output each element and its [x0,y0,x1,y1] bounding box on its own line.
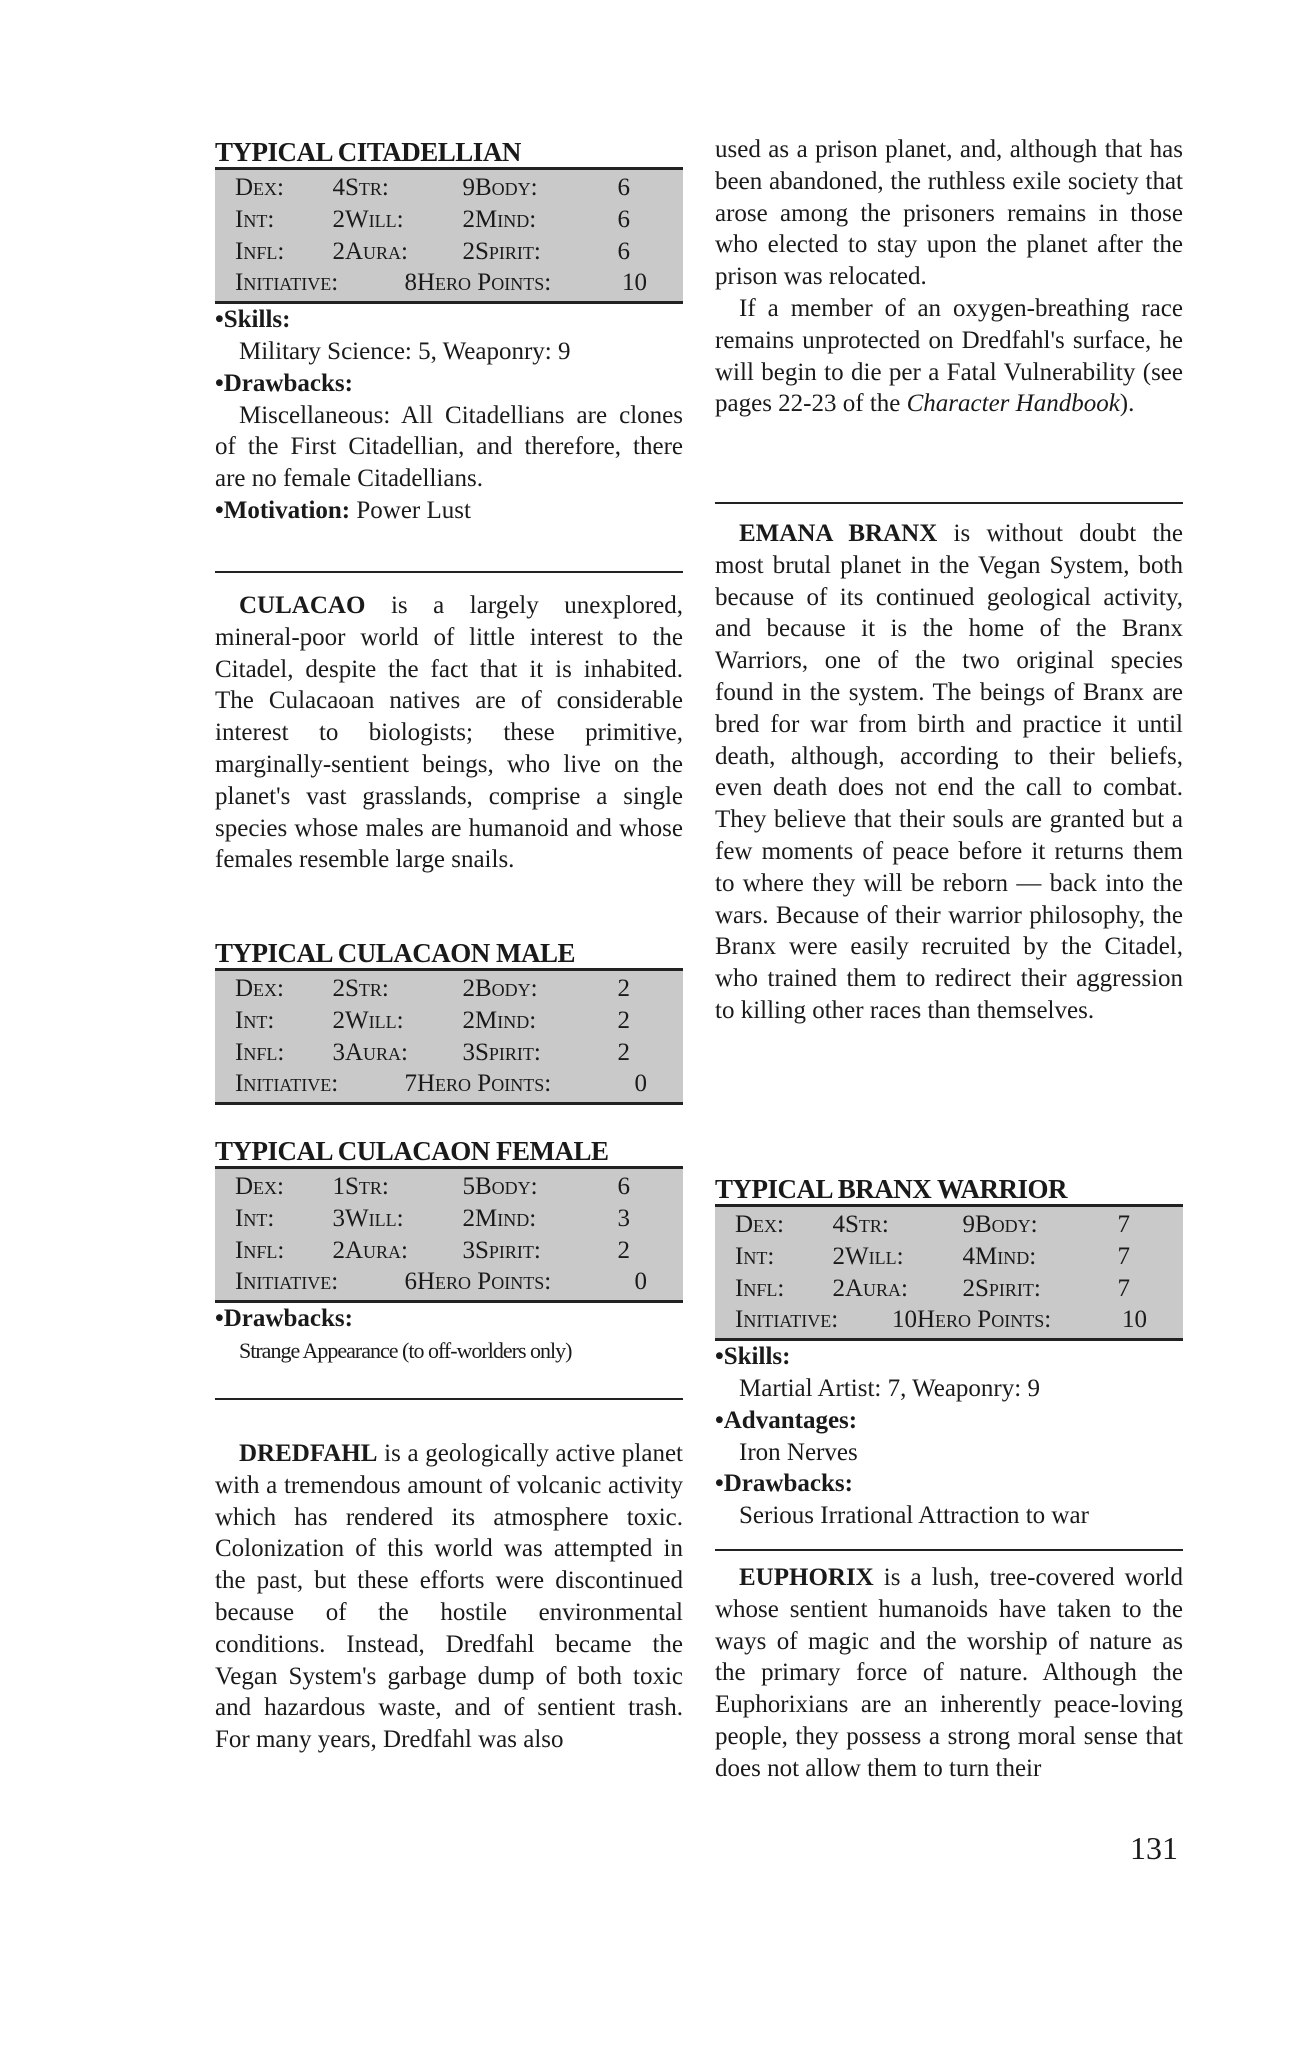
stat-label-initiative: Initiative: [235,269,339,297]
stat-label-str: Str: [345,174,389,201]
section-text: is a geologically active planet with a tremendous amount of volcanic activity which has rendered its atmosphere toxic. Colonization of this world was attempted in the past, but these efforts were discontinued because of the hostile environmental conditions. Instead, Dredfahl became the Vegan System's garbage dump of both toxic and hazardous waste, and of sentient trash. For many years, Dredfahl was also [215,1440,683,1754]
stat-value-will: 2 [462,1204,475,1232]
stat-value-int: 3 [332,1204,345,1232]
culacao-section [215,590,683,876]
book-title: Character Handbook [906,390,1120,418]
drawbacks-text: Miscellaneous: All Citadellians are clones of the First Citadellian, and therefore, there are no female Citadellians. [215,401,683,493]
stat-label-hero_points: Hero Points: [917,1306,1052,1334]
section-lead: DREDFAHL [239,1440,378,1467]
stat-label-initiative: Initiative: [235,1070,339,1098]
stat-row [215,1266,683,1298]
stat-row [215,1171,683,1203]
stat-label-dex: Dex: [735,1211,784,1238]
stat-value-hero_points: 10 [1122,1306,1147,1334]
stat-label-spirit: Spirit: [975,1274,1041,1302]
stat-value-infl: 2 [832,1274,845,1302]
stat-value-initiative: 8 [404,269,417,297]
section-lead: CULACAO [239,592,366,619]
stat-label-initiative: Initiative: [735,1306,839,1334]
stat-label-body: Body: [475,174,538,201]
stat-label-aura: Aura: [845,1274,909,1302]
stat-value-infl: 2 [332,1236,345,1264]
stat-value-dex: 1 [332,1173,345,1200]
motivation-label: •Motivation: [215,496,351,524]
drawbacks-label: •Drawbacks: [215,369,353,397]
stat-value-hero_points: 0 [634,1070,647,1098]
stat-row [215,1037,683,1069]
stat-value-spirit: 2 [617,1038,630,1066]
stat-row [215,1235,683,1267]
stat-value-dex: 2 [332,975,345,1002]
stat-row [215,973,683,1005]
citadellian-stat-block [215,137,683,527]
stat-value-aura: 3 [462,1038,475,1066]
section-text: ). [1119,390,1135,418]
stat-value-mind: 3 [617,1204,630,1232]
advantages-text: Iron Nerves [739,1438,858,1466]
stat-value-str: 5 [462,1173,475,1200]
stat-label-str: Str: [345,975,389,1002]
stat-value-mind: 2 [617,1006,630,1034]
stat-label-body: Body: [475,975,538,1002]
stat-value-dex: 4 [332,174,345,201]
drawbacks-label: •Drawbacks: [215,1305,353,1333]
stat-row [215,204,683,236]
drawbacks-text: Serious Irrational Attraction to war [739,1502,1089,1530]
stat-value-aura: 2 [962,1274,975,1302]
stat-row [215,267,683,299]
stat-label-infl: Infl: [235,1038,285,1066]
stat-label-int: Int: [735,1242,775,1270]
stat-label-dex: Dex: [235,174,284,201]
section-divider [215,571,683,573]
stat-value-initiative: 6 [404,1268,417,1296]
stat-table [215,968,683,1105]
stat-label-aura: Aura: [345,1038,409,1066]
stat-block-title: TYPICAL CULACAON MALE [215,938,576,968]
drawbacks-text: Strange Appearance (to off-worlders only) [239,1337,572,1363]
page-number: 131 [1130,1830,1178,1866]
stat-value-str: 9 [462,174,475,201]
stat-label-spirit: Spirit: [475,237,541,265]
advantages-label: •Advantages: [715,1406,858,1434]
stat-label-int: Int: [235,205,275,233]
stat-value-will: 4 [962,1242,975,1270]
stat-value-int: 2 [832,1242,845,1270]
stat-label-mind: Mind: [975,1242,1037,1270]
stat-value-dex: 4 [832,1211,845,1238]
stat-value-body: 6 [617,1173,630,1200]
section-text: is without doubt the most brutal planet in the Vegan System, both because of its continued geological activity, and because it is the home of the Branx Warriors, one of the two original species found in the system. The beings of Branx are bred for war from birth and practice it until death, although, according to their beliefs, even death does not end the call to combat. They believe that their souls are granted but a few moments of peace before it returns them to where they will be reborn — back into the wars. Because of their warrior philosophy, the Branx were easily recruited by the Citadel, who trained them to redirect their aggression to killing other races than themselves. [715,520,1183,1024]
stat-value-hero_points: 10 [622,269,647,297]
stat-value-mind: 6 [617,205,630,233]
stat-label-mind: Mind: [475,1006,537,1034]
stat-label-aura: Aura: [345,237,409,265]
euphorix-section [715,1562,1183,1785]
stat-value-initiative: 7 [404,1070,417,1098]
stat-row [215,1005,683,1037]
section-lead: EMANA BRANX [739,520,938,547]
stat-row [715,1209,1183,1241]
stat-row [215,1068,683,1100]
skills-label: •Skills: [215,306,291,334]
stat-row [715,1241,1183,1273]
stat-row [715,1273,1183,1305]
stat-label-body: Body: [975,1211,1038,1238]
section-lead: EUPHORIX [739,1564,874,1591]
stat-label-infl: Infl: [235,1236,285,1264]
section-text: used as a prison planet, and, although that has been abandoned, the ruthless exile society that arose among the prisoners remains in those who elected to stay upon the planet after the prison was relocated. [715,136,1183,291]
stat-value-mind: 7 [1117,1242,1130,1270]
stat-label-dex: Dex: [235,975,284,1002]
stat-value-aura: 3 [462,1236,475,1264]
stat-row [715,1304,1183,1336]
stat-label-int: Int: [235,1204,275,1232]
stat-label-spirit: Spirit: [475,1038,541,1066]
section-text: is a largely unexplored, mineral-poor world of little interest to the Citadel, despite the fact that it is inhabited. The Culacaoan natives are of considerable interest to biologists; these primitive, marginally-sentient beings, who live on the planet's vast grasslands, comprise a single species whose males are humanoid and whose females resemble large snails. [215,592,683,874]
section-divider [715,1549,1183,1551]
culacaon-male-stat-block [215,938,683,1105]
stat-label-will: Will: [345,205,404,233]
stat-label-infl: Infl: [235,237,285,265]
stat-value-spirit: 7 [1117,1274,1130,1302]
stat-label-str: Str: [845,1211,889,1238]
section-text: If a member of an oxygen-breathing race remains unprotected on Dredfahl's surface, he will begin to die per a Fatal Vulnerability (see pages 22-23 of the [715,294,1183,418]
stat-value-will: 2 [462,205,475,233]
stat-label-aura: Aura: [345,1236,409,1264]
stat-label-hero_points: Hero Points: [417,1268,552,1296]
stat-row [215,172,683,204]
stat-value-spirit: 6 [617,237,630,265]
stat-label-mind: Mind: [475,205,537,233]
branx-warrior-stat-block [715,1174,1183,1532]
stat-value-will: 2 [462,1006,475,1034]
stat-value-initiative: 10 [892,1306,917,1334]
stat-label-mind: Mind: [475,1204,537,1232]
skills-text: Military Science: 5, Weaponry: 9 [239,337,571,365]
stat-value-body: 6 [617,174,630,201]
stat-value-body: 2 [617,975,630,1002]
stat-label-spirit: Spirit: [475,1236,541,1264]
stat-label-int: Int: [235,1006,275,1034]
stat-block-title: TYPICAL BRANX WARRIOR [715,1174,1068,1204]
emana-branx-section [715,518,1183,1027]
stat-label-dex: Dex: [235,1173,284,1200]
dredfahl-continued [715,134,1183,420]
stat-value-body: 7 [1117,1211,1130,1238]
stat-block-title: TYPICAL CULACAON FEMALE [215,1136,609,1166]
dredfahl-section [215,1438,683,1756]
stat-label-str: Str: [345,1173,389,1200]
stat-value-int: 2 [332,1006,345,1034]
stat-value-int: 2 [332,205,345,233]
stat-value-str: 9 [962,1211,975,1238]
skills-text: Martial Artist: 7, Weaponry: 9 [739,1374,1040,1402]
stat-table [715,1204,1183,1341]
stat-label-hero_points: Hero Points: [417,1070,552,1098]
stat-label-hero_points: Hero Points: [417,269,552,297]
section-text: is a lush, tree-covered world whose sentient humanoids have taken to the ways of magic and the worship of nature as the primary force of nature. Although the Euphorixians are an inherently peace-loving people, they possess a strong moral sense that does not allow them to turn their [715,1564,1183,1782]
stat-label-initiative: Initiative: [235,1268,339,1296]
stat-block-title: TYPICAL CITADELLIAN [215,137,521,167]
stat-label-body: Body: [475,1173,538,1200]
stat-row [215,236,683,268]
stat-label-will: Will: [345,1204,404,1232]
stat-label-will: Will: [845,1242,904,1270]
stat-value-infl: 3 [332,1038,345,1066]
stat-row [215,1203,683,1235]
motivation-text: Power Lust [350,496,471,524]
stat-label-infl: Infl: [735,1274,785,1302]
stat-table [215,1166,683,1303]
stat-value-hero_points: 0 [634,1268,647,1296]
stat-value-infl: 2 [332,237,345,265]
skills-label: •Skills: [715,1343,791,1371]
stat-value-str: 2 [462,975,475,1002]
culacaon-female-stat-block [215,1136,683,1367]
section-divider [715,502,1183,504]
stat-value-aura: 2 [462,237,475,265]
section-divider [215,1398,683,1400]
stat-label-will: Will: [345,1006,404,1034]
stat-table [215,167,683,304]
stat-value-spirit: 2 [617,1236,630,1264]
drawbacks-label: •Drawbacks: [715,1470,853,1498]
